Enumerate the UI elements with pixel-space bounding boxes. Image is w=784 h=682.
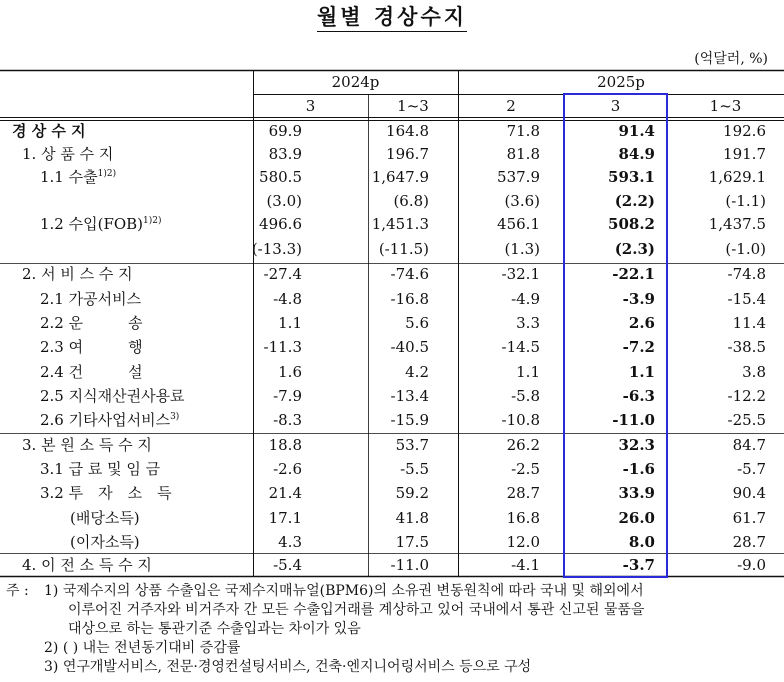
cell-value: -74.8	[727, 265, 766, 283]
row-label: 2.5 지식재산권사용료	[40, 387, 185, 405]
cell-value: 1,437.5	[708, 215, 766, 233]
cell-value: -22.1	[612, 265, 655, 283]
cell-value: -11.3	[263, 338, 302, 356]
table-row	[0, 312, 784, 335]
cell-value: 84.7	[732, 436, 766, 454]
header-month: 3	[610, 97, 621, 115]
cell-value: 59.2	[395, 484, 429, 502]
cell-value: 580.5	[259, 168, 302, 186]
note-3: 3) 연구개발서비스, 전문·경영컨설팅서비스, 건축·엔지니어링서비스 등으로 구성	[44, 659, 532, 675]
cell-value: -1.6	[622, 460, 655, 478]
table-row	[0, 507, 784, 530]
cell-value: -32.1	[501, 265, 540, 283]
row-label: 4. 이 전 소 득 수 지	[22, 556, 152, 574]
row-label: 1. 상 품 수 지	[22, 145, 114, 163]
cell-value: 32.3	[618, 436, 655, 454]
cell-value: 1.1	[516, 363, 540, 381]
cell-value: 164.8	[386, 122, 429, 140]
cell-value: 26.2	[506, 436, 540, 454]
cell-value: -25.5	[727, 411, 766, 429]
cell-value: -2.5	[511, 460, 540, 478]
row-label: 2.4 건 설	[40, 363, 143, 381]
page-title: 월별 경상수지	[317, 4, 467, 32]
table-row	[0, 531, 784, 554]
cell-value: 4.2	[405, 363, 429, 381]
cell-value: -6.3	[622, 387, 655, 405]
note-1-cont: 이루어진 거주자와 비거주자 간 모든 수출입거래를 계상하고 있어 국내에서 통관 신고된 물품을	[68, 602, 645, 618]
table-row	[0, 213, 784, 236]
cell-value: 191.7	[723, 145, 766, 163]
cell-value: -11.0	[612, 411, 655, 429]
table-row	[0, 458, 784, 481]
header-month: 1~3	[397, 97, 429, 115]
row-label: 2.2 운 송	[40, 314, 143, 332]
cell-value: 12.0	[506, 533, 540, 551]
cell-value: 1.6	[278, 363, 302, 381]
cell-value: -14.5	[501, 338, 540, 356]
cell-value: 192.6	[723, 122, 766, 140]
cell-value: 2.6	[628, 314, 655, 332]
cell-value: -8.3	[273, 411, 302, 429]
cell-value: 1,629.1	[708, 168, 766, 186]
cell-value: (-13.3)	[251, 240, 302, 258]
header-month: 1~3	[709, 97, 742, 115]
cell-value: 196.7	[386, 145, 429, 163]
table-row	[0, 288, 784, 311]
row-label: 경 상 수 지	[12, 122, 86, 140]
note-1: 1) 국제수지의 상품 수출입은 국제수지매뉴얼(BPM6)의 소유권 변동원칙에 따라 국내 및 해외에서	[44, 583, 644, 599]
table-row	[0, 190, 784, 213]
table-row	[0, 554, 784, 577]
cell-value: (-1.1)	[725, 192, 766, 210]
cell-value: -2.6	[273, 460, 302, 478]
cell-value: (3.0)	[266, 192, 302, 210]
cell-value: -74.6	[390, 265, 429, 283]
table-row	[0, 166, 784, 189]
table-row	[0, 434, 784, 457]
cell-value: -12.2	[727, 387, 766, 405]
unit-label: (억달러, %)	[694, 51, 768, 67]
cell-value: 11.4	[732, 314, 766, 332]
table-row	[0, 409, 784, 432]
cell-value: (3.6)	[504, 192, 540, 210]
cell-value: 18.8	[268, 436, 302, 454]
row-label: 3. 본 원 소 득 수 지	[22, 436, 152, 454]
cell-value: 81.8	[506, 145, 540, 163]
cell-value: (1.3)	[504, 240, 540, 258]
cell-value: 508.2	[608, 215, 655, 233]
cell-value: 28.7	[506, 484, 540, 502]
cell-value: 69.9	[268, 122, 302, 140]
footnote-marker: 1)2)	[97, 169, 117, 179]
cell-value: -7.2	[622, 338, 655, 356]
cell-value: 1,647.9	[371, 168, 429, 186]
header-month: 2	[506, 97, 516, 115]
header-year-2025: 2025p	[597, 73, 645, 91]
cell-value: 4.3	[278, 533, 302, 551]
cell-value: -3.9	[622, 290, 655, 308]
cell-value: 5.6	[405, 314, 429, 332]
footnote-marker: 3)	[170, 412, 180, 422]
cell-value: 17.1	[268, 509, 302, 527]
cell-value: 83.9	[268, 145, 302, 163]
table-row	[0, 263, 784, 286]
table-row	[0, 361, 784, 384]
table-row	[0, 482, 784, 505]
cell-value: 496.6	[259, 215, 302, 233]
cell-value: -4.9	[511, 290, 540, 308]
cell-value: -4.1	[511, 556, 540, 574]
header-year-2024: 2024p	[331, 73, 380, 91]
table-row	[0, 238, 784, 261]
cell-value: 41.8	[395, 509, 429, 527]
cell-value: 1,451.3	[371, 215, 429, 233]
cell-value: -13.4	[390, 387, 429, 405]
cell-value: 26.0	[618, 509, 655, 527]
cell-value: -11.0	[390, 556, 429, 574]
cell-value: -16.8	[390, 290, 429, 308]
cell-value: 21.4	[268, 484, 302, 502]
cell-value: -27.4	[263, 265, 302, 283]
cell-value: 53.7	[395, 436, 429, 454]
cell-value: -4.8	[273, 290, 302, 308]
cell-value: -40.5	[390, 338, 429, 356]
row-label: 3.1 급 료 및 임 금	[40, 460, 161, 478]
row-label: 1.1 수출$^{1)2)}$	[40, 168, 117, 186]
cell-value: -15.9	[390, 411, 429, 429]
cell-value: -5.4	[273, 556, 302, 574]
cell-value: (-1.0)	[725, 240, 766, 258]
cell-value: -7.9	[273, 387, 302, 405]
cell-value: -38.5	[727, 338, 766, 356]
row-label: 1.2 수입(FOB)$^{1)2)}$	[40, 215, 162, 233]
cell-value: 3.8	[742, 363, 766, 381]
row-label: 3.2 투 자 소 득	[40, 484, 172, 502]
cell-value: -10.8	[501, 411, 540, 429]
cell-value: 1.1	[278, 314, 302, 332]
table-row	[0, 143, 784, 166]
table-row	[0, 336, 784, 359]
note-2: 2) ( ) 내는 전년동기대비 증감률	[44, 640, 241, 656]
row-label: 2.1 가공서비스	[40, 290, 142, 308]
cell-value: 1.1	[628, 363, 655, 381]
cell-value: 456.1	[497, 215, 540, 233]
row-label: 2. 서 비 스 수 지	[22, 265, 133, 283]
cell-value: -9.0	[737, 556, 766, 574]
cell-value: 84.9	[618, 145, 655, 163]
cell-value: 71.8	[506, 122, 540, 140]
footnote-marker: 1)2)	[143, 216, 162, 226]
cell-value: 16.8	[506, 509, 540, 527]
cell-value: (6.8)	[393, 192, 429, 210]
row-label: 2.3 여 행	[40, 338, 143, 356]
cell-value: -3.7	[622, 556, 655, 574]
cell-value: 17.5	[395, 533, 429, 551]
cell-value: -5.7	[737, 460, 766, 478]
cell-value: (2.3)	[614, 240, 655, 258]
cell-value: 33.9	[618, 484, 655, 502]
row-label: 2.6 기타사업서비스$^{3)}$	[40, 411, 180, 429]
cell-value: 90.4	[732, 484, 766, 502]
row-label: (이자소득)	[70, 533, 140, 551]
table-row	[0, 385, 784, 408]
cell-value: -15.4	[727, 290, 766, 308]
cell-value: 3.3	[516, 314, 540, 332]
cell-value: -5.8	[511, 387, 540, 405]
row-label: (배당소득)	[70, 509, 140, 527]
cell-value: 91.4	[618, 122, 655, 140]
cell-value: 593.1	[608, 168, 655, 186]
cell-value: (-11.5)	[378, 240, 429, 258]
cell-value: 8.0	[628, 533, 655, 551]
cell-value: 537.9	[497, 168, 540, 186]
table-row	[0, 120, 784, 143]
cell-value: -5.5	[400, 460, 429, 478]
cell-value: 28.7	[732, 533, 766, 551]
cell-value: (2.2)	[614, 192, 655, 210]
cell-value: 61.7	[732, 509, 766, 527]
note-1-cont: 대상으로 하는 통관기준 수출입과는 차이가 있음	[68, 621, 361, 637]
header-month: 3	[305, 97, 316, 115]
notes-prefix: 주 :	[6, 583, 29, 599]
